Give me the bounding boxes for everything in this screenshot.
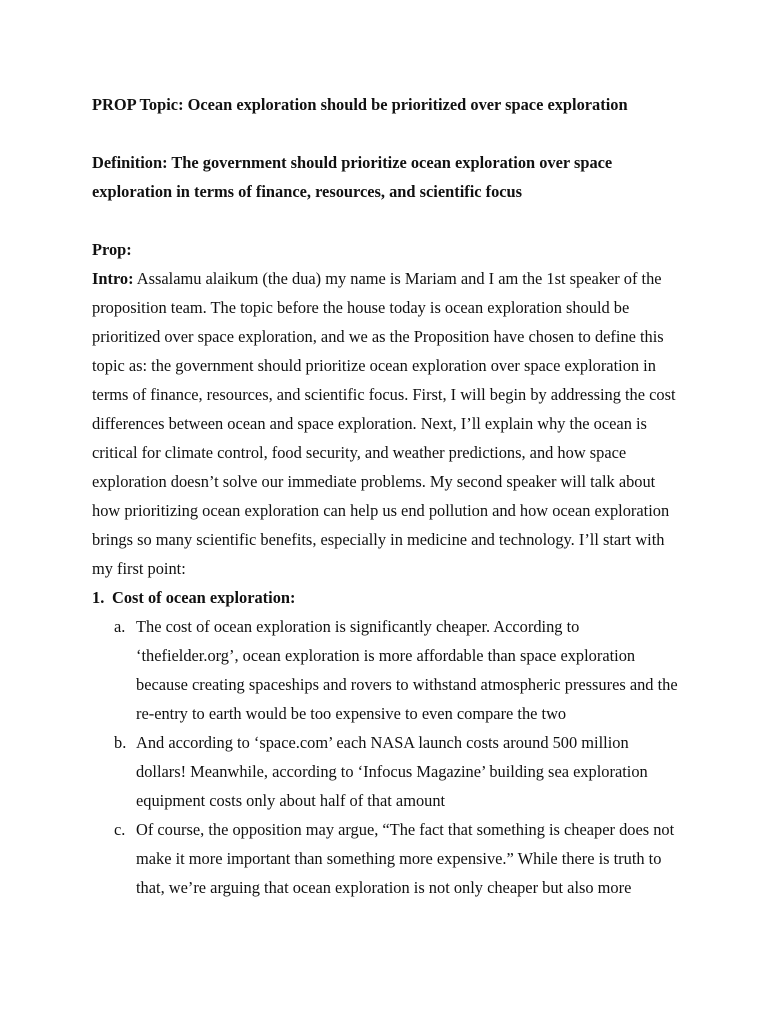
intro-line-11: my first point: — [92, 559, 186, 578]
intro-line-5: terms of finance, resources, and scientific focus. First, I will begin by addressing the cost — [92, 385, 676, 404]
list-item-b-line-3: equipment costs only about half of that amount — [136, 791, 446, 810]
intro-line-8: exploration doesn’t solve our immediate problems. My second speaker will talk about — [92, 472, 656, 491]
list-item-marker-c: c. — [114, 820, 126, 839]
intro-line-7: critical for climate control, food security, and weather predictions, and how space — [92, 443, 627, 462]
list-item-a-line-4: re-entry to earth would be too expensive to even compare the two — [136, 704, 567, 723]
definition-line-2: exploration in terms of finance, resources, and scientific focus — [92, 182, 523, 201]
list-item-a-line-2: ‘thefielder.org’, ocean exploration is more affordable than space exploration — [136, 646, 636, 665]
intro-line-3: prioritized over space exploration, and we as the Proposition have chosen to define this — [92, 327, 664, 346]
list-item-b-line-1: And according to ‘space.com’ each NASA launch costs around 500 million — [136, 733, 629, 752]
intro-line-10: brings so many scientific benefits, especially in medicine and technology. I’ll start with — [92, 530, 665, 549]
list-item-marker-b: b. — [114, 733, 127, 752]
intro-line-2: proposition team. The topic before the house today is ocean exploration should be — [92, 298, 630, 317]
point-1-number: 1. — [92, 588, 105, 607]
intro-line-6: differences between ocean and space exploration. Next, I’ll explain why the ocean is — [92, 414, 647, 433]
definition-line-1: Definition: The government should prioritize ocean exploration over space — [92, 153, 613, 172]
list-item-c-line-1: Of course, the opposition may argue, “The fact that something is cheaper does not — [136, 820, 675, 839]
list-item-c-line-2: make it more important than something more expensive.” While there is truth to — [136, 849, 662, 868]
intro-line-1 — [92, 269, 662, 289]
list-item-a-line-1: The cost of ocean exploration is significantly cheaper. According to — [136, 617, 580, 636]
intro-line-9: how prioritizing ocean exploration can help us end pollution and how ocean exploration — [92, 501, 670, 520]
intro-label: Intro: — [92, 269, 134, 288]
topic-line: PROP Topic: Ocean exploration should be prioritized over space exploration — [92, 95, 628, 114]
intro-line-4: topic as: the government should prioritize ocean exploration over space exploration in — [92, 356, 656, 375]
list-item-marker-a: a. — [114, 617, 126, 636]
list-item-a-line-3: because creating spaceships and rovers to withstand atmospheric pressures and the — [136, 675, 678, 694]
intro-line-1-text: Assalamu alaikum (the dua) my name is Mariam and I am the 1st speaker of the — [133, 269, 662, 288]
prop-heading: Prop: — [92, 240, 132, 259]
point-1-title: Cost of ocean exploration: — [112, 588, 296, 607]
list-item-b-line-2: dollars! Meanwhile, according to ‘Infocus Magazine’ building sea exploration — [136, 762, 648, 781]
list-item-c-line-3: that, we’re arguing that ocean exploration is not only cheaper but also more — [136, 878, 632, 897]
